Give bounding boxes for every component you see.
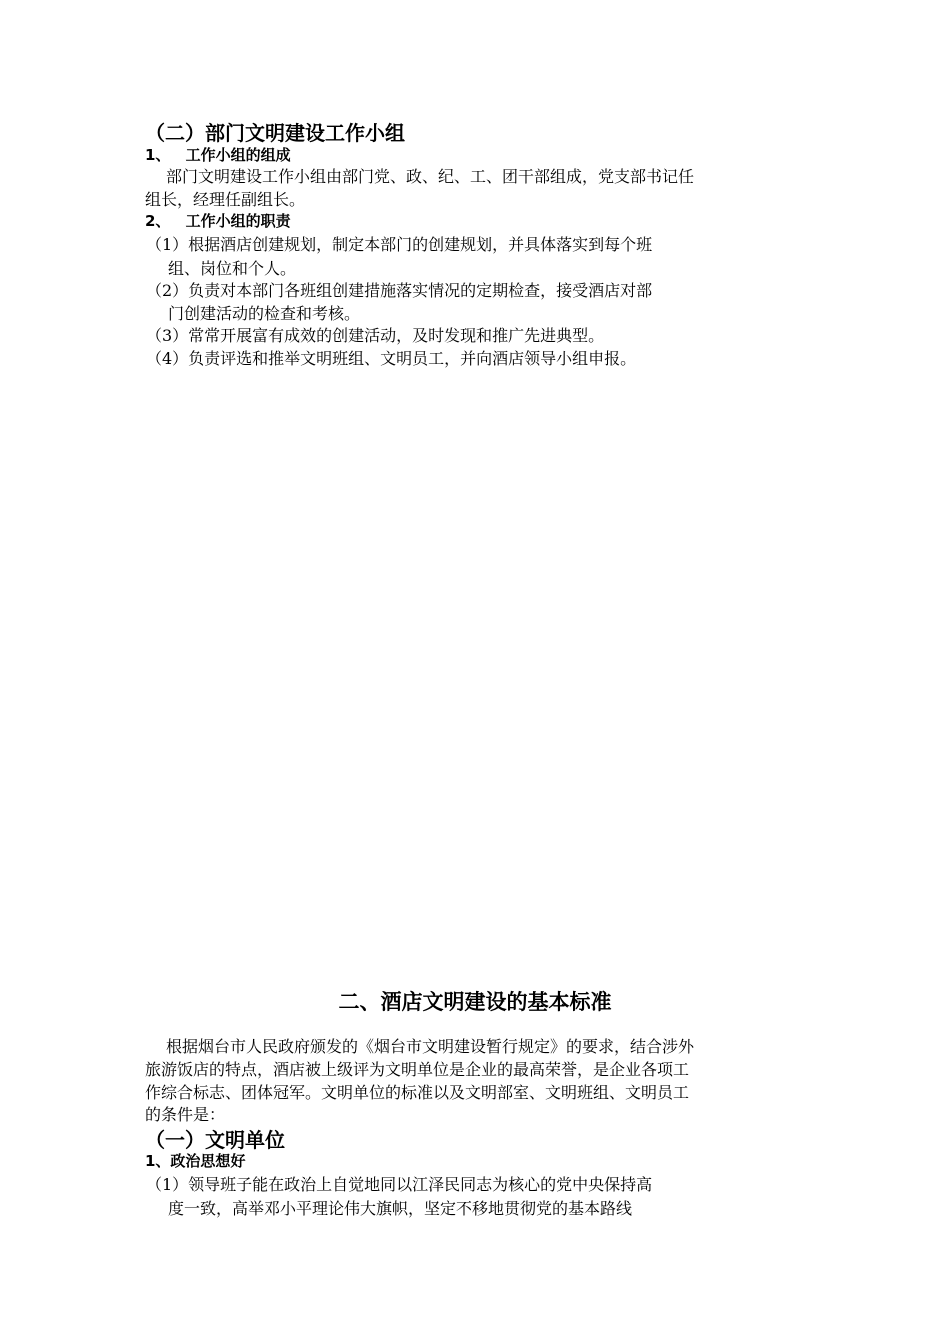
list-item-line: （1）根据酒店创建规划，制定本部门的创建规划，并具体落实到每个班 bbox=[146, 235, 653, 254]
subheading-composition bbox=[145, 144, 291, 165]
subheading-number: 1、 bbox=[145, 146, 171, 164]
subheading-number: 2、 bbox=[145, 212, 171, 230]
paragraph-line: 的条件是： bbox=[145, 1105, 226, 1124]
subheading-title: 工作小组的职责 bbox=[185, 212, 291, 230]
list-item-line: 度一致，高举邓小平理论伟大旗帜，坚定不移地贯彻党的基本路线 bbox=[168, 1199, 633, 1218]
list-item-line: （4）负责评选和推举文明班组、文明员工，并向酒店领导小组申报。 bbox=[146, 349, 637, 368]
paragraph-line: 部门文明建设工作小组由部门党、政、纪、工、团干部组成，党支部书记任 bbox=[166, 167, 695, 186]
paragraph-line: 旅游饭店的特点，酒店被上级评为文明单位是企业的最高荣誉，是企业各项工 bbox=[145, 1060, 690, 1079]
section-heading-department-group: （二）部门文明建设工作小组 bbox=[145, 121, 405, 145]
subheading-political-thought: 1、政治思想好 bbox=[145, 1152, 246, 1170]
list-item-line: 门创建活动的检查和考核。 bbox=[168, 304, 361, 323]
list-item-line: （1）领导班子能在政治上自觉地同以江泽民同志为核心的党中央保持高 bbox=[146, 1175, 653, 1194]
list-item-line: （2）负责对本部门各班组创建措施落实情况的定期检查，接受酒店对部 bbox=[146, 281, 653, 300]
paragraph-line: 组长，经理任副组长。 bbox=[145, 190, 306, 209]
section-title-basic-standards: 二、酒店文明建设的基本标准 bbox=[338, 990, 612, 1014]
paragraph-line: 根据烟台市人民政府颁发的《烟台市文明建设暂行规定》的要求，结合涉外 bbox=[166, 1037, 695, 1056]
subheading-duties bbox=[145, 210, 291, 231]
list-item-line: （3）常常开展富有成效的创建活动，及时发现和推广先进典型。 bbox=[146, 326, 605, 345]
paragraph-line: 作综合标志、团体冠军。文明单位的标准以及文明部室、文明班组、文明员工 bbox=[145, 1083, 690, 1102]
subheading-title: 工作小组的组成 bbox=[185, 146, 291, 164]
list-item-line: 组、岗位和个人。 bbox=[168, 259, 297, 278]
section-heading-civilized-unit: （一）文明单位 bbox=[145, 1128, 285, 1152]
